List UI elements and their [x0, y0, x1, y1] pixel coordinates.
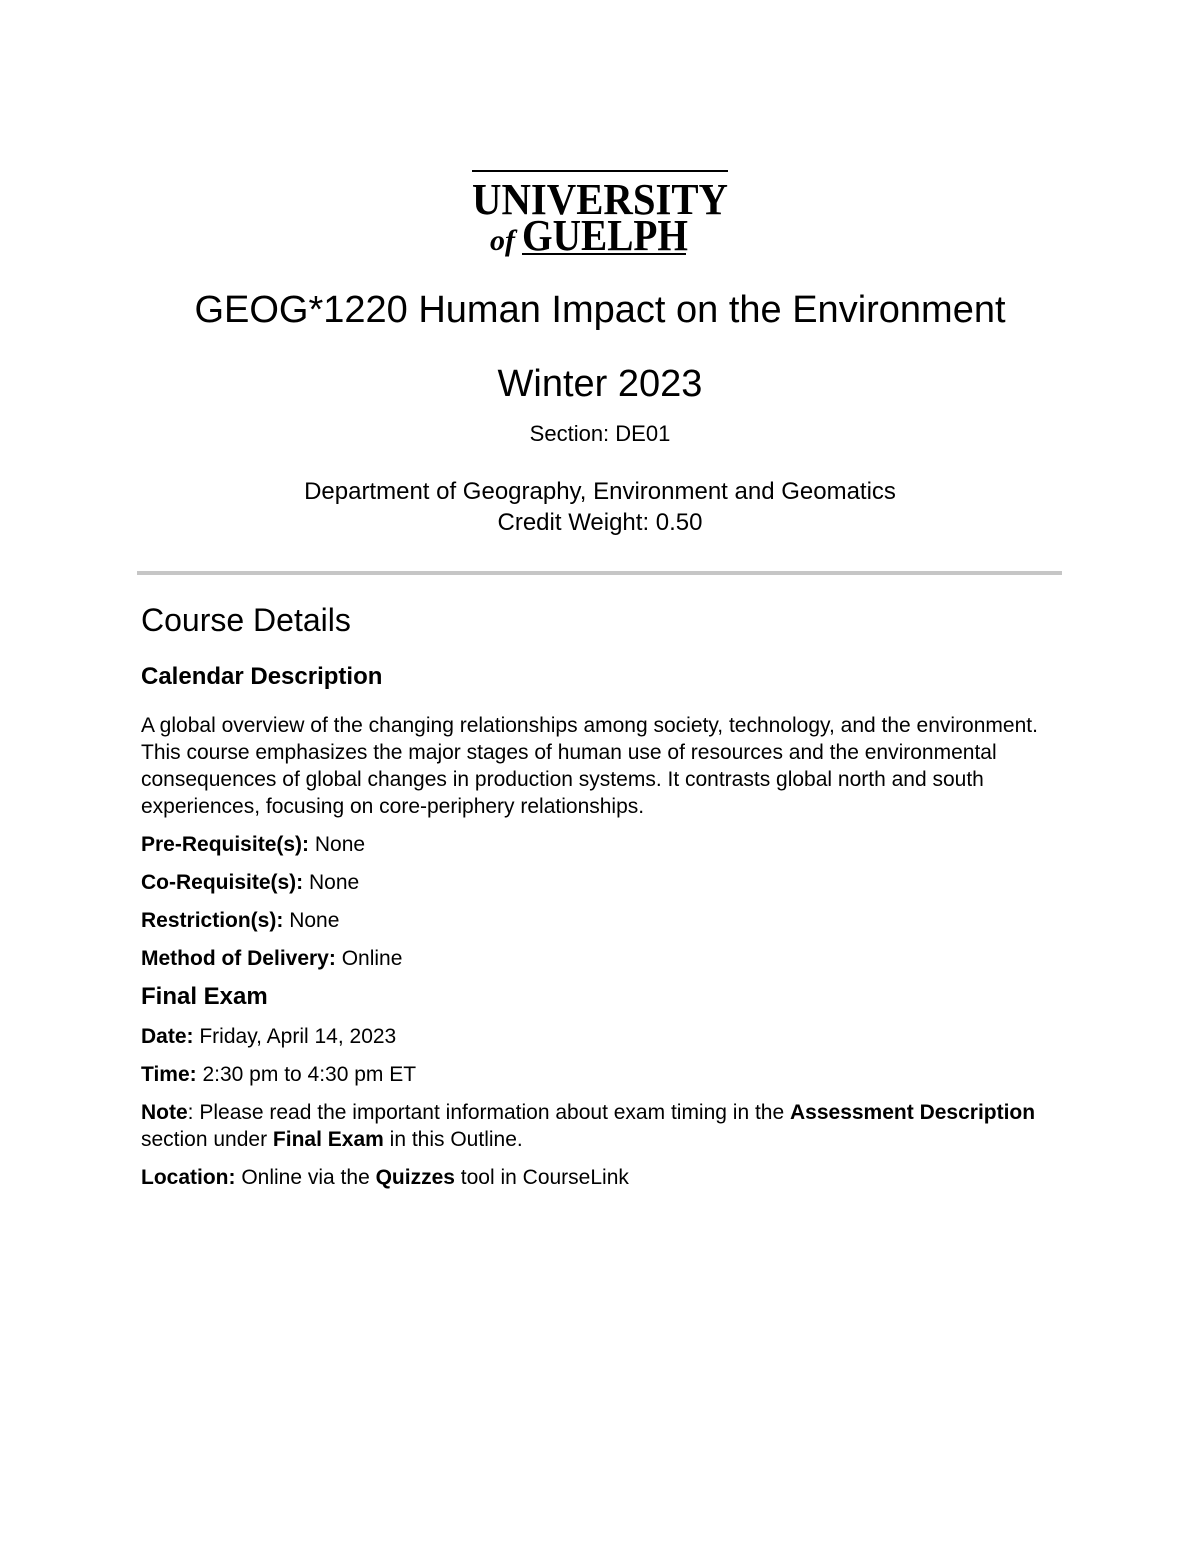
exam-note-text2: section under [141, 1128, 273, 1151]
exam-note-label: Note [141, 1101, 188, 1124]
corequisites-value: None [303, 871, 360, 894]
exam-location-text2: tool in CourseLink [454, 1166, 629, 1189]
course-term: Winter 2023 [497, 363, 703, 405]
restrictions-value: None [283, 909, 340, 932]
logo-of: of [490, 224, 515, 257]
restrictions-label: Restriction(s): [141, 909, 284, 932]
exam-note-text1: : Please read the important information about exam timing in the [187, 1101, 790, 1124]
logo-line1: UNIVERSITY [472, 175, 728, 224]
calendar-description-text: A global overview of the changing relationships among society, technology, and the environment. This course emphasizes the major stages of human use of resources and the environmental consequences of global changes in production systems. It contrasts global north and south experiences, focusing on core-periphery relationships. [141, 714, 1038, 818]
method-of-delivery-label: Method of Delivery: [141, 947, 336, 970]
method-of-delivery-row [141, 945, 1061, 972]
credit-weight: Credit Weight: 0.50 [497, 509, 703, 536]
method-of-delivery-value: Online [335, 947, 403, 970]
exam-location-text1: Online via the [235, 1166, 376, 1189]
exam-note-text3: in this Outline. [383, 1128, 523, 1151]
exam-date-label: Date: [141, 1025, 194, 1048]
exam-location-row [141, 1164, 1061, 1191]
prerequisites-label: Pre-Requisite(s): [141, 833, 310, 856]
exam-note [141, 1099, 1061, 1153]
exam-date-row [141, 1023, 1061, 1050]
restrictions-row [141, 907, 1061, 934]
exam-location-label: Location: [141, 1166, 236, 1189]
exam-note-bold2: Final Exam [272, 1128, 384, 1151]
prerequisites-row [141, 831, 1061, 858]
course-section: Section: DE01 [529, 421, 671, 446]
exam-time-value: 2:30 pm to 4:30 pm ET [196, 1063, 417, 1086]
exam-date-value: Friday, April 14, 2023 [193, 1025, 397, 1048]
final-exam-heading: Final Exam [141, 983, 268, 1010]
exam-time-row [141, 1061, 1061, 1088]
exam-time-label: Time: [141, 1063, 197, 1086]
university-of-guelph-logo [470, 168, 732, 258]
corequisites-row [141, 869, 1061, 896]
exam-note-bold1: Assessment Description [790, 1101, 1036, 1124]
calendar-description-heading: Calendar Description [141, 663, 383, 690]
prerequisites-value: None [309, 833, 366, 856]
course-title: GEOG*1220 Human Impact on the Environment [194, 289, 1006, 331]
corequisites-label: Co-Requisite(s): [141, 871, 304, 894]
course-details-heading: Course Details [141, 602, 351, 638]
section-divider [137, 571, 1062, 575]
course-details-section [141, 600, 1061, 1191]
exam-location-bold1: Quizzes [375, 1166, 455, 1189]
logo-line2: GUELPH [522, 211, 688, 258]
department: Department of Geography, Environment and Geomatics [304, 478, 896, 505]
